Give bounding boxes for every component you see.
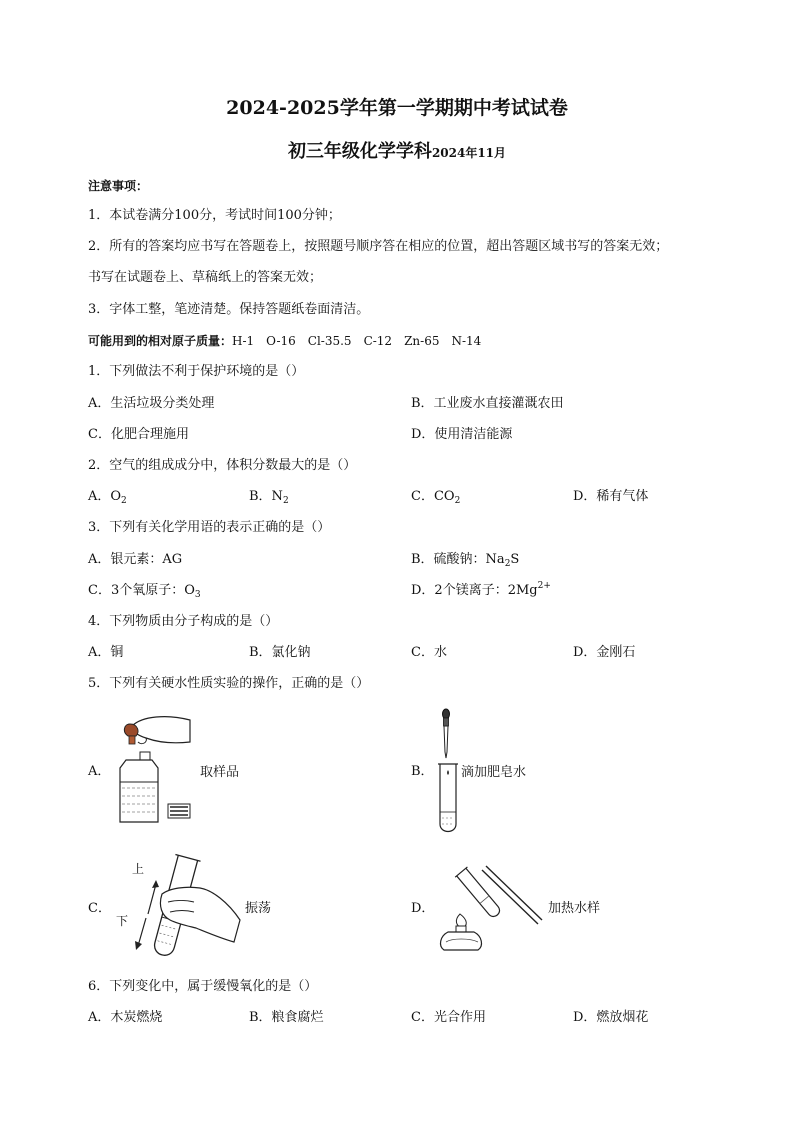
q4-option-a: A．铜 (88, 645, 124, 660)
q3-stem: 3．下列有关化学用语的表示正确的是（） (88, 520, 331, 535)
q1-option-c: C．化肥合理施用 (88, 427, 189, 442)
note-item-2-cont: 书写在试题卷上、草稿纸上的答案无效； (88, 270, 323, 285)
heating-test-tube-figure (438, 862, 542, 952)
page-title: 2024-2025学年第一学期期中考试试卷 (226, 97, 568, 119)
notes-heading: 注意事项： (88, 179, 149, 193)
q6-option-d: D．燃放烟花 (573, 1010, 649, 1025)
shaking-test-tube-figure (112, 850, 244, 962)
q5-option-b-letter: B． (411, 764, 434, 779)
atomic-mass-values: H-1 O-16 Cl-35.5 C-12 Zn-65 N-14 (232, 334, 482, 348)
q5-stem: 5．下列有关硬水性质实验的操作，正确的是（） (88, 676, 370, 691)
q6-option-b: B．粮食腐烂 (249, 1010, 324, 1025)
q2-option-d: D．稀有气体 (573, 489, 649, 504)
q5-option-a-letter: A． (88, 764, 111, 779)
q5-option-c-caption: 振荡 (245, 901, 272, 916)
q1-option-b: B．工业废水直接灌溉农田 (411, 396, 564, 411)
q3-option-a: A．银元素：AG (88, 552, 183, 567)
q2-stem: 2．空气的组成成分中，体积分数最大的是（） (88, 458, 357, 473)
q5-option-c-letter: C． (88, 901, 111, 916)
q5-c-up-label: 上 (132, 862, 145, 876)
q2-option-b: B．$N_2$ (249, 489, 289, 506)
q5-option-d-caption: 加热水样 (548, 901, 601, 916)
q3-option-c: C．3个氧原子：$O_3$ (88, 583, 201, 600)
q6-option-c: C．光合作用 (411, 1010, 486, 1025)
q4-stem: 4．下列物质由分子构成的是（） (88, 614, 279, 629)
subject-title: 初三年级化学学科 (287, 141, 432, 162)
reagent-bottle-figure (112, 712, 194, 828)
q1-stem: 1．下列做法不利于保护环境的是（） (88, 364, 305, 379)
q4-option-b: B．氯化钠 (249, 645, 311, 660)
q1-option-d: D．使用清洁能源 (411, 427, 513, 442)
q4-option-d: D．金刚石 (573, 645, 636, 660)
q2-option-a: A．$O_2$ (88, 489, 127, 506)
q6-option-a: A．木炭燃烧 (88, 1010, 163, 1025)
note-item-2: 2．所有的答案均应书写在答题卷上，按照题号顺序答在相应的位置，超出答题区域书写的答案无效； (88, 239, 669, 254)
q6-stem: 6．下列变化中，属于缓慢氧化的是（） (88, 979, 318, 994)
q4-option-c: C．水 (411, 645, 447, 660)
q5-option-d-letter: D． (411, 901, 435, 916)
q1-option-a: A．生活垃圾分类处理 (88, 396, 215, 411)
note-item-1: 1．本试卷满分100分，考试时间100分钟； (88, 208, 341, 223)
q2-option-c: C．$CO_2$ (411, 489, 461, 506)
q5-option-b-caption: 滴加肥皂水 (461, 765, 527, 780)
q3-option-d: D．2个镁离子：$2Mg^{2+}$ (411, 581, 551, 598)
page-subtitle (0, 140, 794, 165)
q5-c-down-label: 下 (116, 914, 129, 928)
q3-option-b: B．硫酸钠：$Na_2S$ (411, 552, 520, 569)
atomic-mass-line (88, 333, 481, 349)
note-item-3: 3．字体工整，笔迹清楚。保持答题纸卷面清洁。 (88, 302, 370, 317)
exam-date: 2024年11月 (431, 146, 507, 160)
q5-option-a-caption: 取样品 (200, 765, 240, 780)
atomic-mass-label: 可能用到的相对原子质量： (88, 334, 233, 348)
